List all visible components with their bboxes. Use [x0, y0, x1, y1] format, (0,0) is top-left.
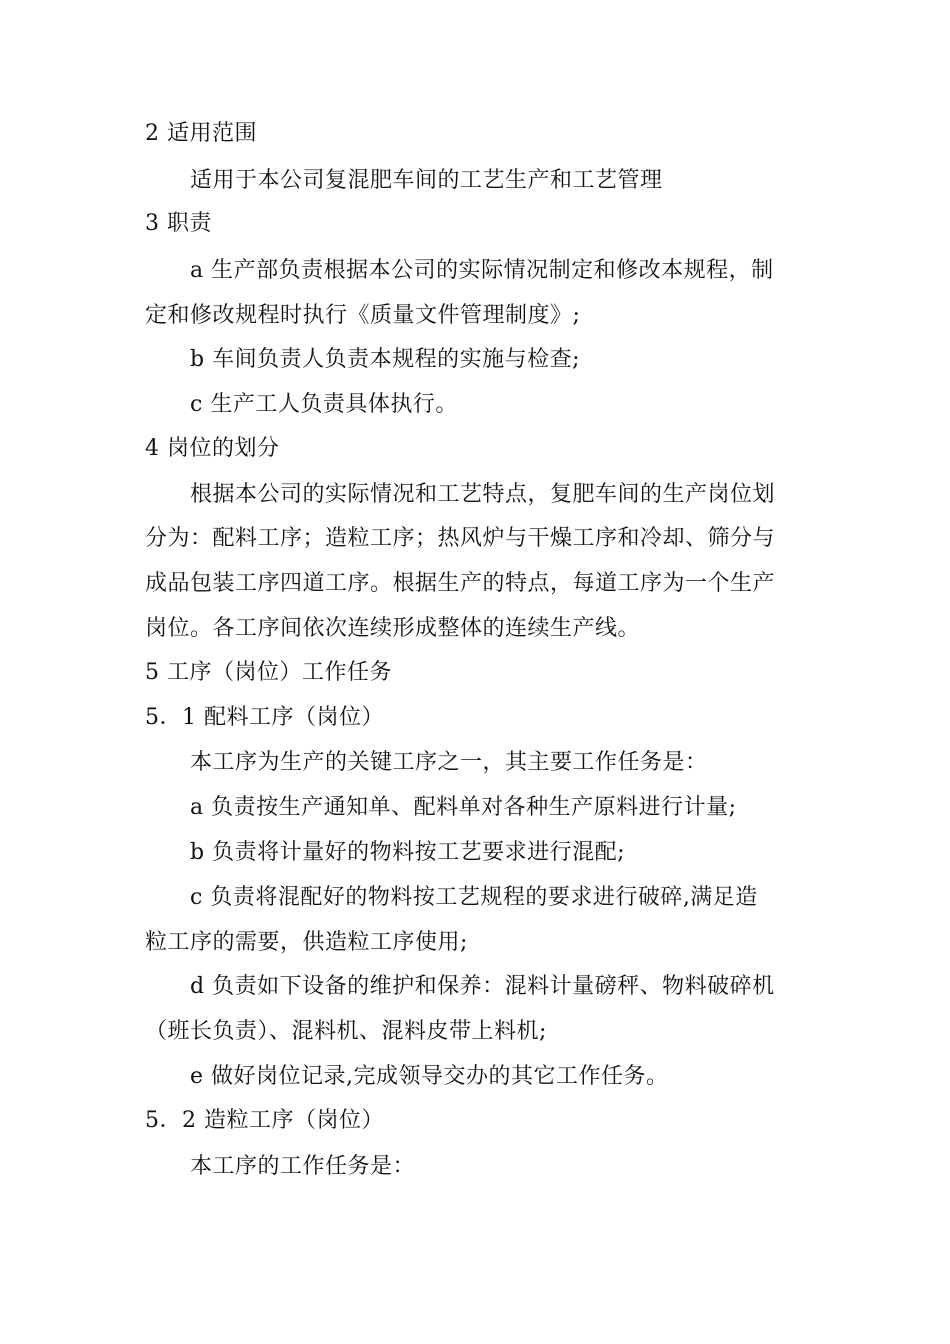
paragraph-line: 成品包装工序四道工序。根据生产的特点，每道工序为一个生产 [145, 571, 776, 596]
paragraph-line: 粒工序的需要，供造粒工序使用; [145, 930, 468, 955]
paragraph-line: 岗位。各工序间依次连续形成整体的连续生产线。 [145, 616, 641, 641]
paragraph-line: （班长负责）、混料机、混料皮带上料机; [145, 1019, 547, 1044]
paragraph-line: 定和修改规程时执行《质量文件管理制度》; [145, 303, 581, 328]
paragraph-line: d 负责如下设备的维护和保养：混料计量磅秤、物料破碎机 [190, 974, 775, 999]
paragraph-line: b 负责将计量好的物料按工艺要求进行混配; [190, 840, 625, 865]
paragraph-line: 根据本公司的实际情况和工艺特点，复肥车间的生产岗位划 [190, 482, 776, 507]
subsection-heading-granulation: 5．2 造粒工序（岗位） [145, 1108, 384, 1133]
paragraph-line: e 做好岗位记录,完成领导交办的其它工作任务。 [190, 1064, 669, 1089]
section-heading-scope: 2 适用范围 [145, 121, 257, 146]
paragraph-line: a 生产部负责根据本公司的实际情况制定和修改本规程，制 [190, 258, 774, 283]
paragraph-line: 本工序为生产的关键工序之一，其主要工作任务是： [190, 750, 708, 775]
paragraph-line: c 负责将混配好的物料按工艺规程的要求进行破碎,满足造 [190, 885, 758, 910]
paragraph-line: 本工序的工作任务是： [190, 1154, 416, 1179]
paragraph-line: b 车间负责人负责本规程的实施与检查; [190, 347, 580, 372]
paragraph-line: a 负责按生产通知单、配料单对各种生产原料进行计量; [190, 795, 737, 820]
section-heading-responsibilities: 3 职责 [145, 211, 212, 236]
section-heading-positions: 4 岗位的划分 [145, 436, 280, 461]
paragraph-line: c 生产工人负责具体执行。 [190, 392, 458, 417]
section-heading-tasks: 5 工序（岗位）工作任务 [145, 660, 392, 685]
subsection-heading-batching: 5．1 配料工序（岗位） [145, 705, 384, 730]
paragraph-line: 适用于本公司复混肥车间的工艺生产和工艺管理 [190, 168, 663, 193]
paragraph-line: 分为：配料工序；造粒工序；热风炉与干燥工序和冷却、筛分与 [145, 526, 776, 551]
